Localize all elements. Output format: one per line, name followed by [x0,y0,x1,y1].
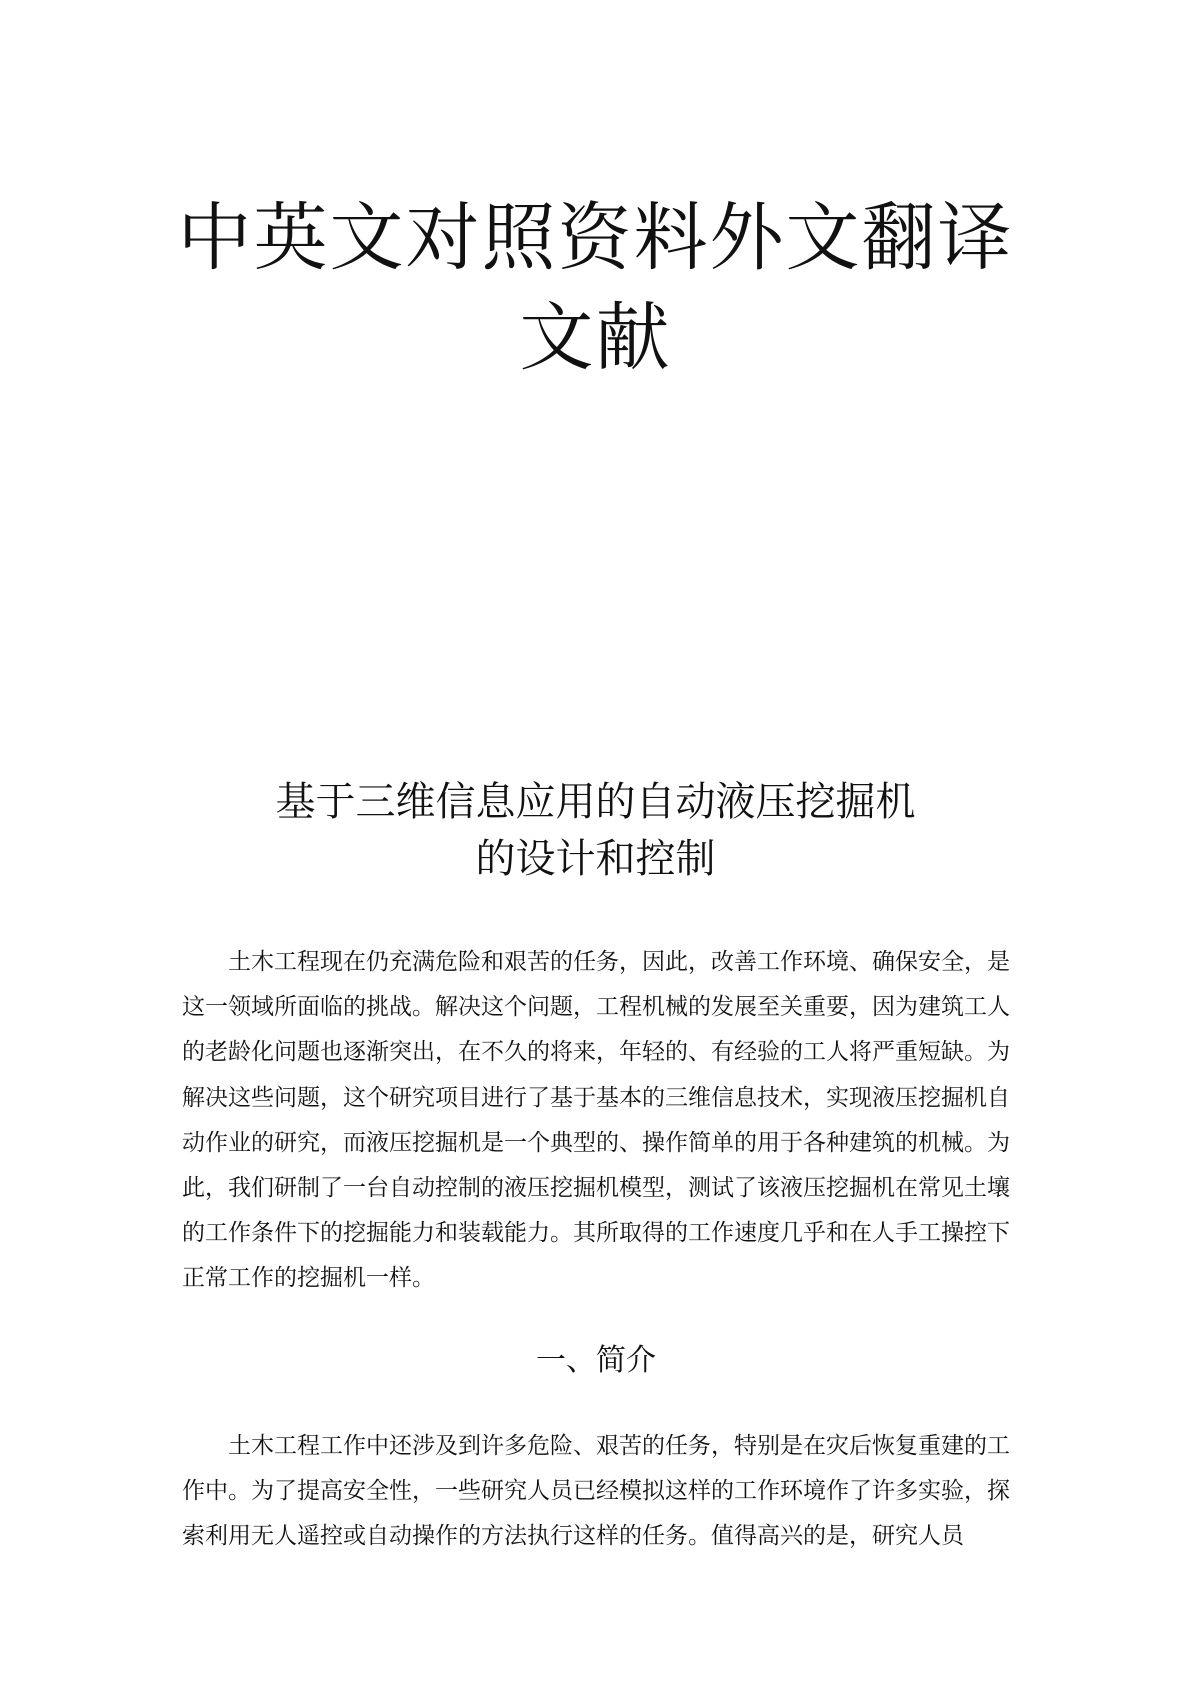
cover-title-line-2: 文献 [519,295,672,381]
abstract-paragraph: 土木工程现在仍充满危险和艰苦的任务，因此，改善工作环境、确保安全，是这一领域所面临的挑战。解决这个问题，工程机械的发展至关重要，因为建筑工人的老龄化问题也逐渐突出，在不久的将来，年轻的、有经验的工人将严重短缺。为解决这些问题，这个研究项目进行了基于基本的三维信息技术，实现液压挖掘机自动作业的研究，而液压挖掘机是一个典型的、操作简单的用于各种建筑的机械。为此，我们研制了一台自动控制的液压挖掘机模型，测试了该液压挖掘机在常见土壤的工作条件下的挖掘能力和装载能力。其所取得的工作速度几乎和在人手工操控下正常工作的挖掘机一样。 [182,949,1010,1292]
paper-title [140,774,1051,888]
cover-title-line-1: 中英文对照资料外文翻译 [177,195,1014,281]
paper-title-line-1: 基于三维信息应用的自动液压挖掘机 [275,779,916,825]
paper-title-line-2: 的设计和控制 [475,836,716,882]
section-heading-introduction: 一、简介 [536,1343,656,1378]
introduction-paragraph: 土木工程工作中还涉及到许多危险、艰苦的任务，特别是在灾后恢复重建的工作中。为了提高安全性，一些研究人员已经模拟这样的工作环境作了许多实验，探索利用无人遥控或自动操作的方法执行这样的任务。值得高兴的是，研究人员 [182,1433,1010,1550]
cover-title [120,188,1071,388]
